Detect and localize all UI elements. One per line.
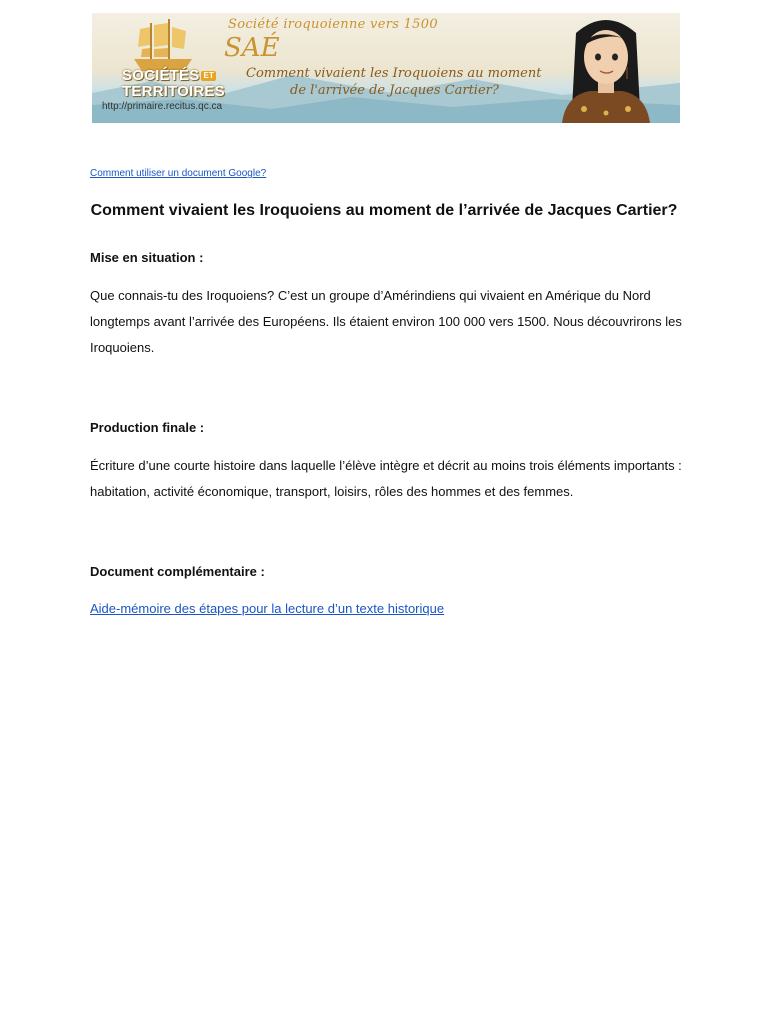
banner-subtitle: Société iroquoienne vers 1500 (228, 17, 438, 32)
logo-text: SOCIÉTÉS ET (122, 67, 215, 84)
section-label-production-finale: Production finale : (90, 420, 205, 435)
banner-question-line2: de l'arrivée de Jacques Cartier? (290, 83, 499, 98)
help-link[interactable]: Comment utiliser un document Google? (90, 168, 267, 179)
page-title: Comment vivaient les Iroquoiens au moment de l’arrivée de Jacques Cartier? (90, 202, 678, 219)
section-text-production-finale: Écriture d’une courte histoire dans laquelle l’élève intègre et décrit au moins trois éléments importants : habitation, activité économique, transport, loisirs, rôles des hommes et des femmes. (90, 458, 682, 499)
banner-url: http://primaire.recitus.qc.ca (102, 101, 223, 112)
character-illustration (554, 13, 658, 123)
banner-sae: SAÉ (224, 33, 280, 63)
aide-memoire-link[interactable]: Aide-mémoire des étapes pour la lecture d’un texte historique (90, 601, 445, 616)
section-label-mise-en-situation: Mise en situation : (90, 250, 204, 265)
section-label-document-complementaire: Document complémentaire : (90, 564, 265, 579)
header-banner (92, 13, 680, 123)
logo-text-territoires: TERRITOIRES (122, 83, 225, 100)
section-text-mise-en-situation: Que connais-tu des Iroquoiens? C’est un groupe d’Amérindiens qui vivaient en Amérique du Nord longtemps avant l’arrivée des Européens. Ils étaient environ 100 000 vers 1500. Nous découvrirons les Iroquoiens. (90, 288, 682, 355)
banner-question-line1: Comment vivaient les Iroquoiens au moment (246, 66, 542, 81)
